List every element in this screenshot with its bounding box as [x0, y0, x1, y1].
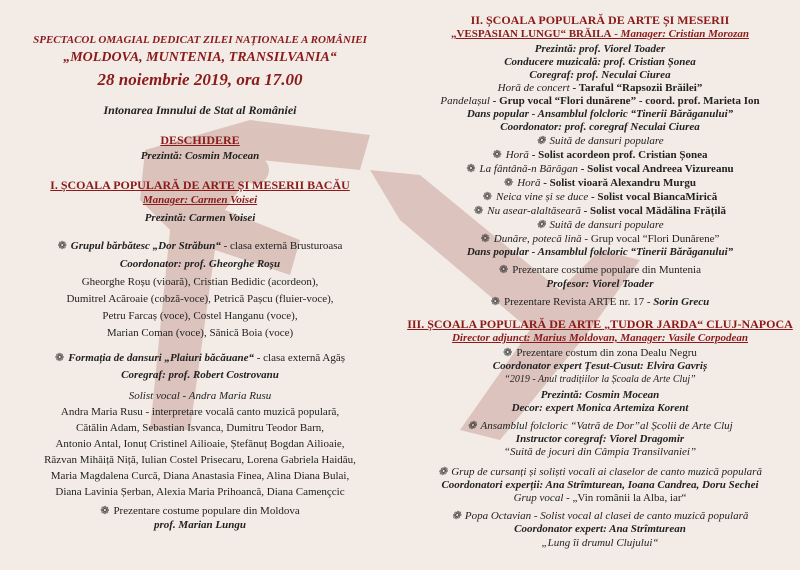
coregraf-ciurea: Coregraf: prof. Neculai Ciurea [529, 69, 671, 81]
participants-line-5: Maria Magdalena Curcă, Diana Anastasia Finea, Alina Diana Bulai, [50, 470, 350, 482]
suita-dansuri-1: ❁ Suită de dansuri populare [536, 135, 664, 147]
members-line-1: Gheorghe Roșu (vioară), Cristian Bedidic (acordeon), [81, 276, 319, 288]
star-flower-icon: ❁ [536, 219, 546, 231]
coordonator-strimturean: Coordonator expert: Ana Strîmturean [514, 523, 686, 535]
lung-drumul-clujului: „Lung îi drumul Clujului“ [541, 537, 659, 549]
coordonatori-experti: Coordonatori experții: Ana Strîmturean, Ioana Candrea, Doru Sechei [441, 479, 759, 491]
star-flower-icon: ❁ [490, 296, 500, 308]
star-flower-icon: ❁ [54, 352, 65, 364]
neica-mirica: ❁ Neica vine și se duce - Solist vocal BiancaMirică [482, 191, 718, 203]
participants-line-2: Cătălin Adam, Sebastian Isvanca, Dumitru Teodor Barn, [76, 422, 324, 434]
members-line-3: Petru Farcaș (voce), Costel Hanganu (voce), [102, 310, 298, 322]
star-flower-icon: ❁ [536, 135, 546, 147]
coordonator-gavris: Coordonator expert Țesut-Cusut: Elvira Gavriș [492, 360, 708, 372]
prezinta-mocean-cluj: Prezintă: Cosmin Mocean [540, 389, 660, 401]
manager-voisei: Manager: Carmen Voisei [142, 194, 258, 206]
formatia-class: - clasa externă Agăș [254, 352, 346, 364]
star-flower-icon: ❁ [504, 177, 514, 189]
hora-sonea: ❁ Horă - Solist acordeon prof. Cristian Șonea [492, 149, 708, 161]
deschidere-heading: DESCHIDERE [160, 133, 240, 147]
coregraf-costrovanu: Coregraf: prof. Robert Costrovanu [121, 369, 279, 381]
prezentare-costum-dealu: ❁ Prezentare costum din zona Dealu Negru [503, 347, 697, 359]
members-line-2: Dumitrel Acăroaie (cobză-voce), Petrică Pașcu (fluier-voce), [66, 293, 334, 305]
grup-barbatesc-line [0, 240, 400, 253]
nu-asear-fratila: ❁ Nu asear-alaltăseară - Solist vocal Mădălina Frățilă [474, 205, 726, 217]
solist-vocal-rusu: Solist vocal - Andra Maria Rusu [128, 390, 272, 402]
participants-line-4: Răzvan Mihăiță Niță, Iulian Costel Prisecaru, Lorena Gabriela Haidău, [44, 454, 356, 466]
suita-dansuri-2: ❁ Suită de dansuri populare [536, 219, 664, 231]
section-3-heading: III. ȘCOALA POPULARĂ DE ARTE „TUDOR JARDA“ CLUJ-NAPOCA [407, 317, 793, 331]
star-flower-icon: ❁ [499, 264, 509, 276]
instructor-dragomir: Instructor coregraf: Viorel Dragomir [515, 433, 685, 445]
prezinta-toader: Prezintă: prof. Viorel Toader [534, 43, 666, 55]
spectacol-heading: SPECTACOL OMAGIAL DEDICAT ZILEI NAȚIONALE A ROMÂNIEI [33, 34, 367, 46]
star-flower-icon: ❁ [438, 466, 448, 478]
star-flower-icon: ❁ [503, 347, 513, 359]
decor-korent: Decor: expert Monica Artemiza Korent [511, 402, 689, 414]
section-2-subheading [400, 28, 800, 41]
dans-popular-1: Dans popular - Ansamblul folcloric “Tinerii Bărăganului” [466, 108, 734, 120]
braila-school-name: „VESPASIAN LUNGU“ BRĂILA [450, 28, 612, 40]
section-1-heading: I. ȘCOALA POPULARĂ DE ARTE ȘI MESERII BACĂU [50, 178, 350, 192]
participants-line-1: Andra Maria Rusu - interpretare vocală canto muzică populară, [60, 406, 340, 418]
members-line-4: Marian Coman (voce), Sănică Boia (voce) [106, 327, 294, 339]
prezinta-mocean: Prezintă: Cosmin Mocean [140, 150, 260, 162]
popa-octavian: ❁ Popa Octavian - Solist vocal al clasei de canto muzică populară [451, 510, 749, 522]
grup-barbatesc-title: Grupul bărbătesc „Dor Străbun“ [70, 240, 221, 252]
intonarea-imnului: Intonarea Imnului de Stat al României [103, 103, 297, 117]
star-flower-icon: ❁ [474, 205, 484, 217]
hora-de-concert: Horă de concert - Taraful “Rapsozii Brăilei” [497, 82, 703, 94]
star-flower-icon: ❁ [451, 510, 461, 522]
director-manager-cluj: Director adjunct: Marius Moldovan, Manager: Vasile Corpodean [451, 332, 749, 344]
star-flower-icon: ❁ [492, 149, 502, 161]
star-flower-icon: ❁ [467, 420, 477, 432]
suita-campia: “Suită de jocuri din Câmpia Transilvaniei” [503, 446, 697, 458]
coordonator-ciurea: Coordonator: prof. coregraf Neculai Ciurea [500, 121, 700, 133]
coordonator-rosu: Coordonator: prof. Gheorghe Roșu [119, 258, 281, 270]
section-2-heading: II. ȘCOALA POPULARĂ DE ARTE ȘI MESERII [470, 13, 730, 27]
hora-murgu: ❁ Horă - Solist vioară Alexandru Murgu [504, 177, 696, 189]
participants-line-3: Antonio Antal, Ionuț Cristinel Ailioaie, Ștefănuț Bogdan Ailioaie, [55, 438, 345, 450]
conducere-muzicala: Conducere muzicală: prof. Cristian Șonea [504, 56, 696, 68]
event-date: 28 noiembrie 2019, ora 17.00 [97, 70, 303, 89]
revista-arte: ❁ Prezentare Revista ARTE nr. 17 - Sorin Grecu [490, 296, 710, 308]
grup-barbatesc-class: - clasa externă Brusturoasa [220, 240, 343, 252]
formatia-title: Formația de dansuri „Plaiuri băcăuane“ [68, 352, 254, 364]
prezentare-muntenia: ❁ Prezentare costume populare din Muntenia [499, 264, 701, 276]
pandelasul: Pandelașul - Grup vocal “Flori dunărene” - coord. prof. Marieta Ion [440, 95, 760, 107]
grup-vocal-alba: Grup vocal - „Vin românii la Alba, iar“ [513, 492, 687, 504]
fantana-vizureanu: ❁ La fântână-n Bărăgan - Solist vocal Andreea Vizureanu [466, 163, 734, 175]
participants-line-6: Diana Lavinia Șerban, Alexia Maria Prihoancă, Diana Camençcic [55, 486, 345, 498]
moldova-title: „MOLDOVA, MUNTENIA, TRANSILVANIA“ [63, 50, 337, 65]
grup-cursanti: ❁ Grup de cursanți și soliști vocali ai claselor de canto muzică populară [438, 466, 762, 478]
dans-popular-2: Dans popular - Ansamblul folcloric “Tinerii Bărăganului” [466, 246, 734, 258]
star-flower-icon: ❁ [480, 233, 490, 245]
star-flower-icon: ❁ [482, 191, 493, 203]
prezentare-costume-moldova: ❁ Prezentare costume populare din Moldova [100, 505, 300, 517]
dunare-poteca: ❁ Dunăre, potecă lină - Grup vocal “Flori Dunărene” [480, 233, 720, 245]
ansamblul-vatra-de-dor: ❁ Ansamblul folcloric “Vatră de Dor”al Școlii de Arte Cluj [467, 420, 733, 432]
manager-morozan: - Manager: Cristian Morozan [611, 28, 750, 40]
formatia-line [0, 352, 400, 365]
anul-traditiilor: “2019 - Anul tradițiilor la Școala de Arte Cluj” [504, 374, 696, 385]
star-flower-icon: ❁ [57, 240, 67, 252]
profesor-toader: Profesor: Viorel Toader [546, 278, 654, 290]
prof-marian-lungu: prof. Marian Lungu [153, 519, 246, 531]
star-flower-icon: ❁ [466, 163, 476, 175]
prezinta-voisei: Prezintă: Carmen Voisei [144, 212, 256, 224]
star-flower-icon: ❁ [100, 505, 110, 517]
